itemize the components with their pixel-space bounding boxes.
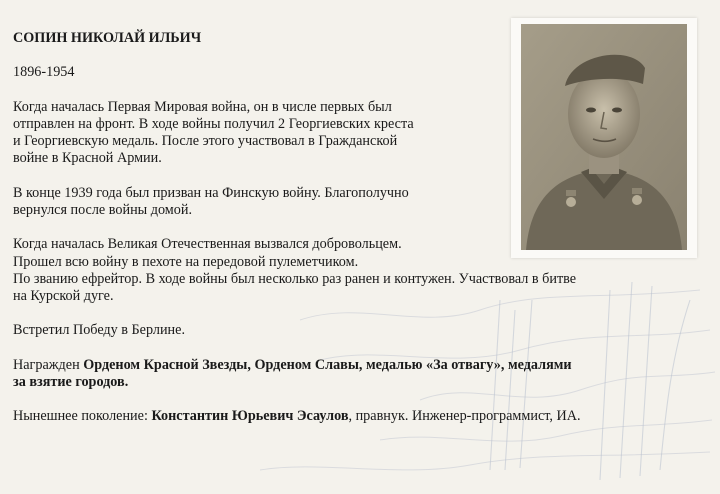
text-line: и Георгиевскую медаль. После этого участвовал в Гражданской — [13, 133, 398, 150]
descendant-suffix: , правнук. Инженер-программист, ИА. — [348, 408, 581, 425]
text-line: Когда началась Великая Отечественная вызвался добровольцем. — [13, 236, 402, 253]
descendant-prefix: Нынешнее поколение: — [13, 408, 152, 425]
portrait-frame — [511, 18, 697, 258]
text-line: на Курской дуге. — [13, 287, 114, 304]
text-line: По званию ефрейтор. В ходе войны был несколько раз ранен и контужен. Участвовал в битве — [13, 270, 577, 287]
descendant-name: Константин Юрьевич Эсаулов — [151, 408, 349, 425]
text-line: отправлен на фронт. В ходе войны получил 2 Георгиевских креста — [13, 115, 414, 132]
life-years: 1896-1954 — [13, 64, 75, 81]
text-line: вернулся после войны домой. — [13, 201, 192, 218]
person-name: СОПИН НИКОЛАЙ ИЛЬИЧ — [13, 30, 202, 46]
text-line: Когда началась Первая Мировая война, он в числе первых был — [13, 98, 392, 115]
portrait-photo — [521, 24, 687, 250]
awards-prefix: Награжден — [13, 356, 84, 373]
awards-list-cont: за взятие городов. — [13, 373, 129, 390]
text-line: войне в Красной Армии. — [13, 150, 162, 167]
awards-line-1 — [13, 357, 703, 374]
victory-line: Встретил Победу в Берлине. — [13, 322, 185, 339]
text-line: Прошел всю войну в пехоте на передовой пулеметчиком. — [13, 253, 359, 270]
text-line: В конце 1939 года был призван на Финскую войну. Благополучно — [13, 184, 409, 201]
awards-list: Орденом Красной Звезды, Орденом Славы, медалью «За отвагу», медалями — [83, 356, 572, 373]
awards-line-2 — [13, 374, 703, 391]
descendant-line — [13, 408, 703, 425]
awards-paragraph — [13, 357, 703, 391]
